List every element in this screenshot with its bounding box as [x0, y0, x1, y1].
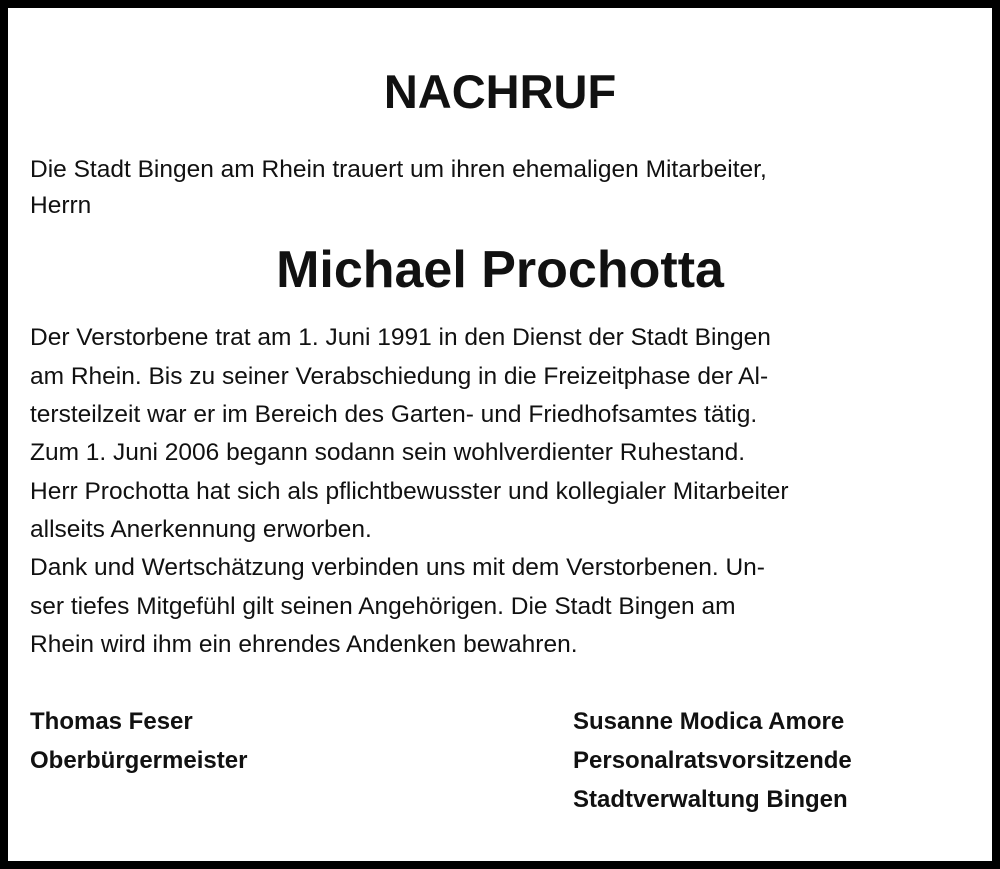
obituary-notice [8, 8, 992, 861]
body-line: allseits Anerkennung erworben. [30, 516, 372, 543]
body-line: tersteilzeit war er im Bereich des Garten- und Friedhofsamtes tätig. [30, 401, 758, 428]
body-line: ser tiefes Mitgefühl gilt seinen Angehörigen. Die Stadt Bingen am [30, 593, 736, 620]
intro-line: Herrn [30, 192, 92, 219]
body-line: Herr Prochotta hat sich als pflichtbewusster und kollegialer Mitarbeiter [30, 478, 789, 505]
signatory-right-name: Susanne Modica Amore [573, 708, 845, 735]
intro-line: Die Stadt Bingen am Rhein trauert um ihren ehemaligen Mitarbeiter, [30, 156, 767, 183]
signatory-right-title: Personalratsvorsitzende [573, 747, 852, 774]
signatory-left-name: Thomas Feser [30, 708, 193, 735]
body-line: Der Verstorbene trat am 1. Juni 1991 in den Dienst der Stadt Bingen [30, 324, 771, 351]
body-line: am Rhein. Bis zu seiner Verabschiedung in die Freizeitphase der Al- [30, 363, 769, 390]
signatory-right-organization: Stadtverwaltung Bingen [573, 786, 848, 813]
deceased-name: Michael Prochotta [276, 241, 724, 299]
body-line: Dank und Wertschätzung verbinden uns mit dem Verstorbenen. Un- [30, 554, 765, 581]
notice-title: NACHRUF [383, 65, 617, 118]
body-line: Zum 1. Juni 2006 begann sodann sein wohlverdienter Ruhestand. [30, 439, 746, 466]
signatory-left-title: Oberbürgermeister [30, 747, 248, 774]
body-line: Rhein wird ihm ein ehrendes Andenken bewahren. [30, 631, 578, 658]
